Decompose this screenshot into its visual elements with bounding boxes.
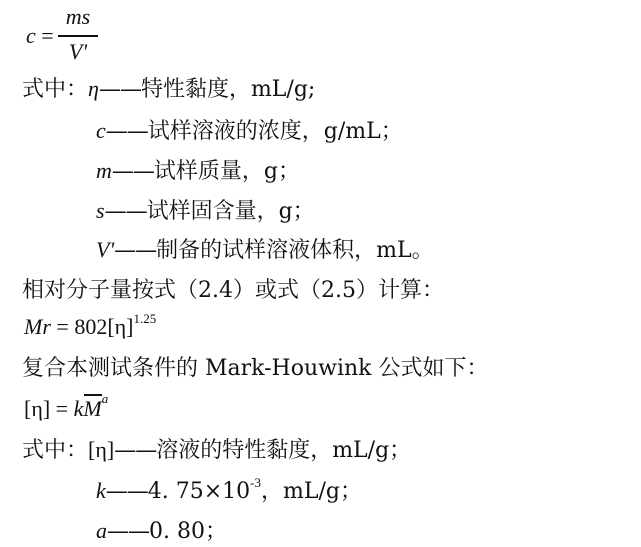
- var-s-row: s——试样固含量，g；: [96, 198, 315, 224]
- fraction-numerator: ms: [65, 4, 91, 29]
- var-a-row: a——0. 80；: [96, 518, 227, 544]
- var-v-row: V'——制备的试样溶液体积，mL。: [96, 237, 434, 263]
- where-label-2: 式中：: [22, 438, 89, 463]
- var-intrinsic-row: 式中：[η]——溶液的特性黏度，mL/g；: [22, 437, 412, 463]
- where-label: 式中：: [22, 77, 89, 102]
- var-c-row: c——试样溶液的浓度，g/mL；: [96, 118, 403, 144]
- formula-mr: $Mr = 802[\eta]^{1.25}$: [24, 311, 157, 339]
- formula-mark-houwink: $[\eta] = kM^a$: [24, 391, 109, 421]
- var-k-row: k——4. $75\times 10^{-3}$，mL/g；: [96, 475, 362, 504]
- var-m-row: m——试样质量，g；: [96, 158, 300, 184]
- m-overbar: M: [83, 396, 102, 421]
- fraction-denominator: V': [68, 39, 88, 64]
- var-eta-row: 式中：η——特性黏度，mL/g;: [22, 76, 316, 102]
- fraction-bar: [58, 35, 98, 37]
- mw-intro-text: 相对分子量按式（2.4）或式（2.5）计算：: [22, 278, 444, 303]
- mh-intro-text: 复合本测试条件的 Mark-Houwink 公式如下：: [22, 356, 489, 381]
- formula-c-lhs: c =: [26, 23, 54, 48]
